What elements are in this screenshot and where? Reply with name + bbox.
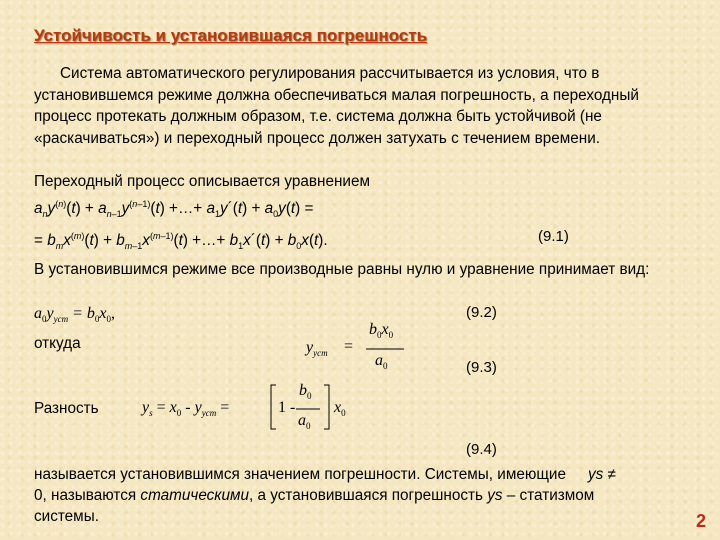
equation-9-4-fraction-bar bbox=[296, 408, 322, 410]
conclusion-line3: системы. bbox=[34, 508, 99, 525]
equation-9-4-numerator: $b_0$ bbox=[299, 382, 312, 402]
conclusion-ys2: ys bbox=[487, 487, 503, 504]
page-number: 2 bbox=[695, 511, 706, 531]
conclusion-line1 bbox=[34, 465, 616, 485]
equation-9-1-line2: = $b_mx^{(m)}(t) + b_{m-1}x^{(m-1)}(t)$ +…+ $b_1x´(t) + b_0x(t)$. bbox=[34, 231, 328, 252]
whence-label: откуда bbox=[34, 335, 81, 352]
conclusion-text-4: – статизмом bbox=[506, 487, 595, 504]
conclusion-line2 bbox=[34, 486, 594, 506]
equation-9-2-number: (9.2) bbox=[466, 304, 497, 321]
equation-9-3-equals: = bbox=[344, 338, 354, 355]
slide-title: Устойчивость и установившаяся погрешность bbox=[34, 26, 428, 45]
conclusion-text-2: 0, называются bbox=[34, 487, 137, 504]
equation-9-4-number: (9.4) bbox=[466, 441, 497, 458]
equation-9-2: $a_0y_{уст} = b_0x_0$, bbox=[34, 305, 116, 325]
equation-9-1-number: (9.1) bbox=[538, 228, 569, 245]
equation-9-3-numerator: $b_0x_0$ bbox=[369, 321, 394, 341]
conclusion-text-1: называется установившимся значением погрешности. Системы, имеющие bbox=[34, 466, 566, 483]
conclusion-static: статическими bbox=[140, 487, 250, 504]
equation-9-4-lhs: $y_s = x_0 - y_{уст}$ = bbox=[142, 399, 230, 419]
equation-9-1-line1: $a_ny^{(n)}(t) + a_{n-1}y^{(n-1)}(t)$ +…+ $a_1y´(t) + a_0y(t)$ = bbox=[34, 199, 314, 220]
conclusion-ys: ys ≠ bbox=[587, 466, 616, 483]
equation-9-4-right-bracket bbox=[322, 384, 332, 430]
equation-9-3-fraction-bar bbox=[366, 348, 406, 350]
conclusion-text-3: , а установившаяся погрешность bbox=[249, 487, 483, 504]
equation-9-4-one-minus: 1 - bbox=[278, 399, 296, 416]
intro-paragraph bbox=[34, 63, 694, 149]
difference-label: Разность bbox=[34, 400, 99, 417]
equation-9-3-denominator: $a_0$ bbox=[375, 352, 388, 372]
equation-9-4-denominator: $a_0$ bbox=[298, 412, 311, 432]
equation-9-3-number: (9.3) bbox=[466, 359, 497, 376]
intro-paragraph-text: Система автоматического регулирования рассчитывается из условия, что в установившемся режиме должна обеспечиваться малая погрешность, а переходный процесс протекать должным образом, т.е. система должна быть устойчивой (не «раскачиваться») и переходный процесс должен затухать с течением времени. bbox=[34, 65, 639, 147]
steady-state-text: В установившимся режиме все производные равны нулю и уравнение принимает вид: bbox=[34, 261, 650, 278]
equation-9-4-x0: $x_0$ bbox=[334, 399, 346, 419]
equation-9-3-lhs: $y_{уст}$ bbox=[306, 339, 328, 359]
transient-intro: Переходный процесс описывается уравнением bbox=[34, 173, 370, 190]
